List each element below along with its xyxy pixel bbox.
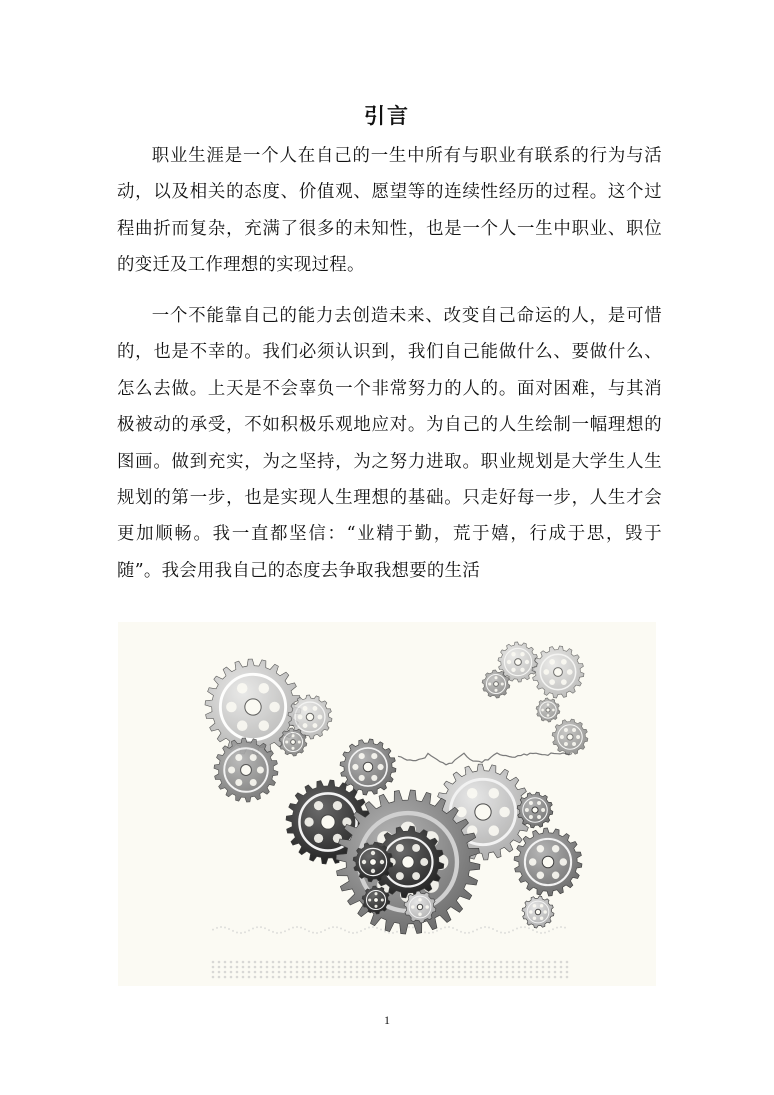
gear-icon [552, 719, 588, 755]
gear-icon [514, 828, 582, 896]
page-title: 引言 [364, 104, 410, 128]
gear-icon [340, 739, 396, 795]
gear-icon [522, 896, 554, 928]
paragraph-1: 职业生涯是一个人在自己的一生中所有与职业有联系的行为与活动，以及相关的态度、价值观、愿望等的连续性经历的过程。这个过程曲折而复杂，充满了很多的未知性，也是一个人一生中职业、职位的变迁及工作理想的实现过程。 [117, 146, 662, 276]
gears-illustration [118, 622, 656, 986]
paragraph-2: 一个不能靠自己的能力去创造未来、改变自己命运的人，是可惜的，也是不幸的。我们必须认识到，我们自己能做什么、要做什么、怎么去做。上天是不会辜负一个非常努力的人的。面对困难，与其消极被动的承受，不如积极乐观地应对。为自己的人生绘制一幅理想的图画。做到充实，为之坚持，为之努力进取。职业规划是大学生人生规划的第一步，也是实现人生理想的基础。只走好每一步，人生才会更加顺畅。我一直都坚信：“业精于勤，荒于嬉，行成于思，毁于随”。我会用我自己的态度去争取我想要的生活 [117, 306, 662, 581]
gear-icon [532, 646, 584, 698]
gear-icon [536, 698, 560, 722]
page-number: 1 [384, 1013, 390, 1027]
